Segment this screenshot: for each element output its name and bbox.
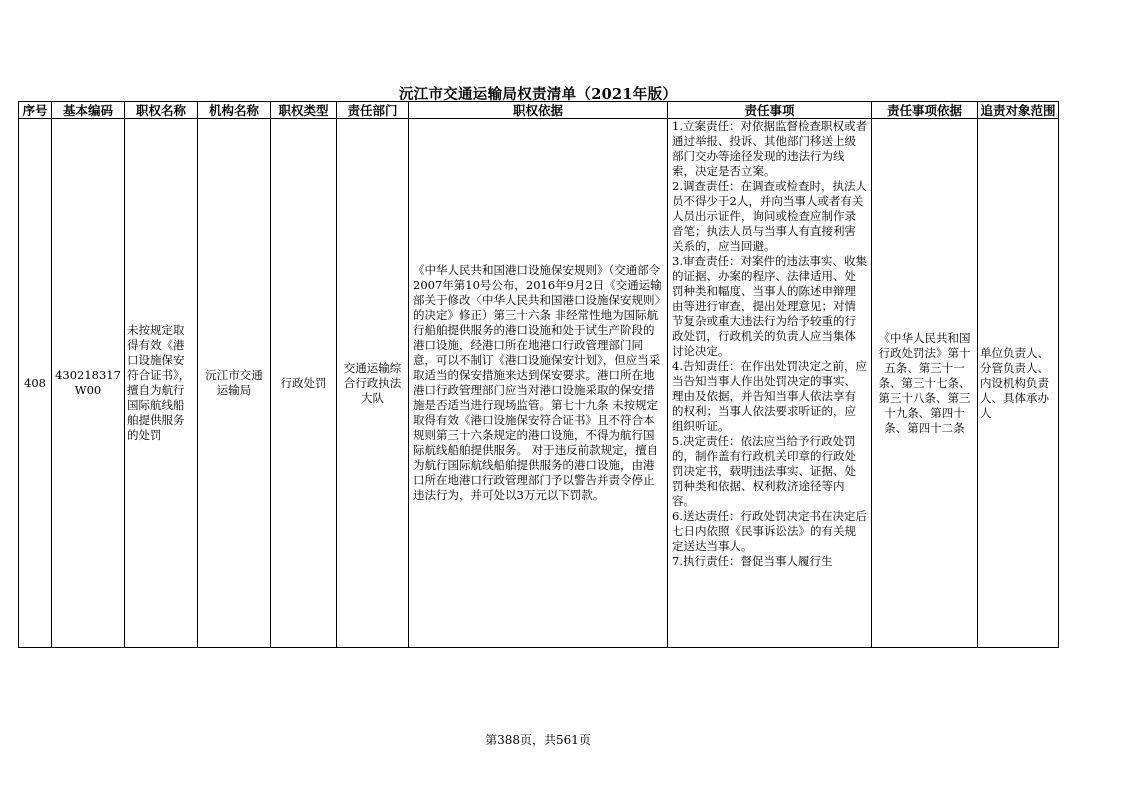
header-basis: 职权依据 [409, 102, 668, 119]
header-power-name: 职权名称 [125, 102, 198, 119]
cell-org-name: 沅江市交通运输局 [198, 119, 271, 648]
cell-basis: 《中华人民共和国港口设施保安规则》（交通部令2007年第10号公布，2016年9月2日《交通运输部关于修改〈中华人民共和国港口设施保安规则〉的决定》修正）第三十六条 非经常性地为国际航行船舶提供服务的港口设施和处于试生产阶段的港口设施，经港口所在地港口行政管理部门同意，可以不制订《港口设施保安计划》，但应当采取适当的保安措施来达到保安要求。港口所在地港口行政管理部门应当对港口设施采取的保安措施是否适当进行现场监管。第七十九条 未按规定取得有效《港口设施保安符合证书》且不符合本规则第三十六条规定的港口设施，不得为航行国际航线船舶提供服务。 对于违反前款规定，擅自为航行国际航线船舶提供服务的港口设施，由港口所在地港口行政管理部门予以警告并责令停止违法行为，并可处以3万元以下罚款。 [409, 119, 668, 648]
duty-item: 4.告知责任：在作出处罚决定之前，应当告知当事人作出处罚决定的事实、理由及依据，并告知当事人依法享有的权利；当事人依法要求听证的，应组织听证。 [672, 359, 867, 433]
duty-item: 6.送达责任：行政处罚决定书在决定后七日内依照《民事诉讼法》的有关规定送达当事人。 [672, 509, 867, 553]
header-duty-basis: 责任事项依据 [872, 102, 978, 119]
page-title: 沅江市交通运输局权责清单（2021年版） [398, 86, 678, 103]
duty-item: 7.执行责任：督促当事人履行生 [672, 554, 833, 568]
header-duties: 责任事项 [668, 102, 872, 119]
cell-dept: 交通运输综合行政执法大队 [337, 119, 409, 648]
header-accountability: 追责对象范围 [978, 102, 1059, 119]
cell-seq: 408 [19, 119, 52, 648]
duty-item: 1.立案责任：对依据监督检查职权或者通过举报、投诉、其他部门移送上级部门交办等途径发现的违法行为线索，决定是否立案。 [672, 119, 867, 178]
header-dept: 责任部门 [337, 102, 409, 119]
duty-item: 2.调查责任：在调查或检查时，执法人员不得少于2人，并向当事人或者有关人员出示证件，询问或检查应制作录音笔；执法人员与当事人有直接利害关系的，应当回避。 [672, 179, 867, 253]
cell-power-type: 行政处罚 [271, 119, 337, 648]
duty-item: 3.审查责任：对案件的违法事实、收集的证据、办案的程序、法律适用、处罚种类和幅度、当事人的陈述申辩理由等进行审查，提出处理意见；对情节复杂或重大违法行为给予较重的行政处罚，行政机关的负责人应当集体讨论决定。 [672, 254, 867, 358]
header-seq: 序号 [19, 102, 52, 119]
cell-duty-basis: 《中华人民共和国行政处罚法》第十五条、第三十一条、第三十七条、第三十八条、第三十九条、第四十条、第四十二条 [872, 119, 978, 648]
header-code: 基本编码 [52, 102, 125, 119]
page-footer: 第388页，共561页 [485, 733, 591, 747]
header-org-name: 机构名称 [198, 102, 271, 119]
duty-item: 5.决定责任：依法应当给予行政处罚的，制作盖有行政机关印章的行政处罚决定书，载明违法事实、证据、处罚种类和依据、权利救济途径等内容。 [672, 434, 856, 508]
duty-list [672, 119, 867, 647]
cell-power-name: 未按规定取得有效《港口设施保安符合证书》，擅自为航行国际航线船舶提供服务的处罚 [125, 119, 198, 648]
cell-duties [668, 119, 872, 648]
cell-code: 430218317W00 [52, 119, 125, 648]
header-power-type: 职权类型 [271, 102, 337, 119]
table-row [19, 119, 1059, 648]
responsibility-table [18, 101, 1059, 648]
cell-accountability: 单位负责人、分管负责人、内设机构负责人、具体承办人 [978, 119, 1059, 648]
table-header-row [19, 102, 1059, 119]
